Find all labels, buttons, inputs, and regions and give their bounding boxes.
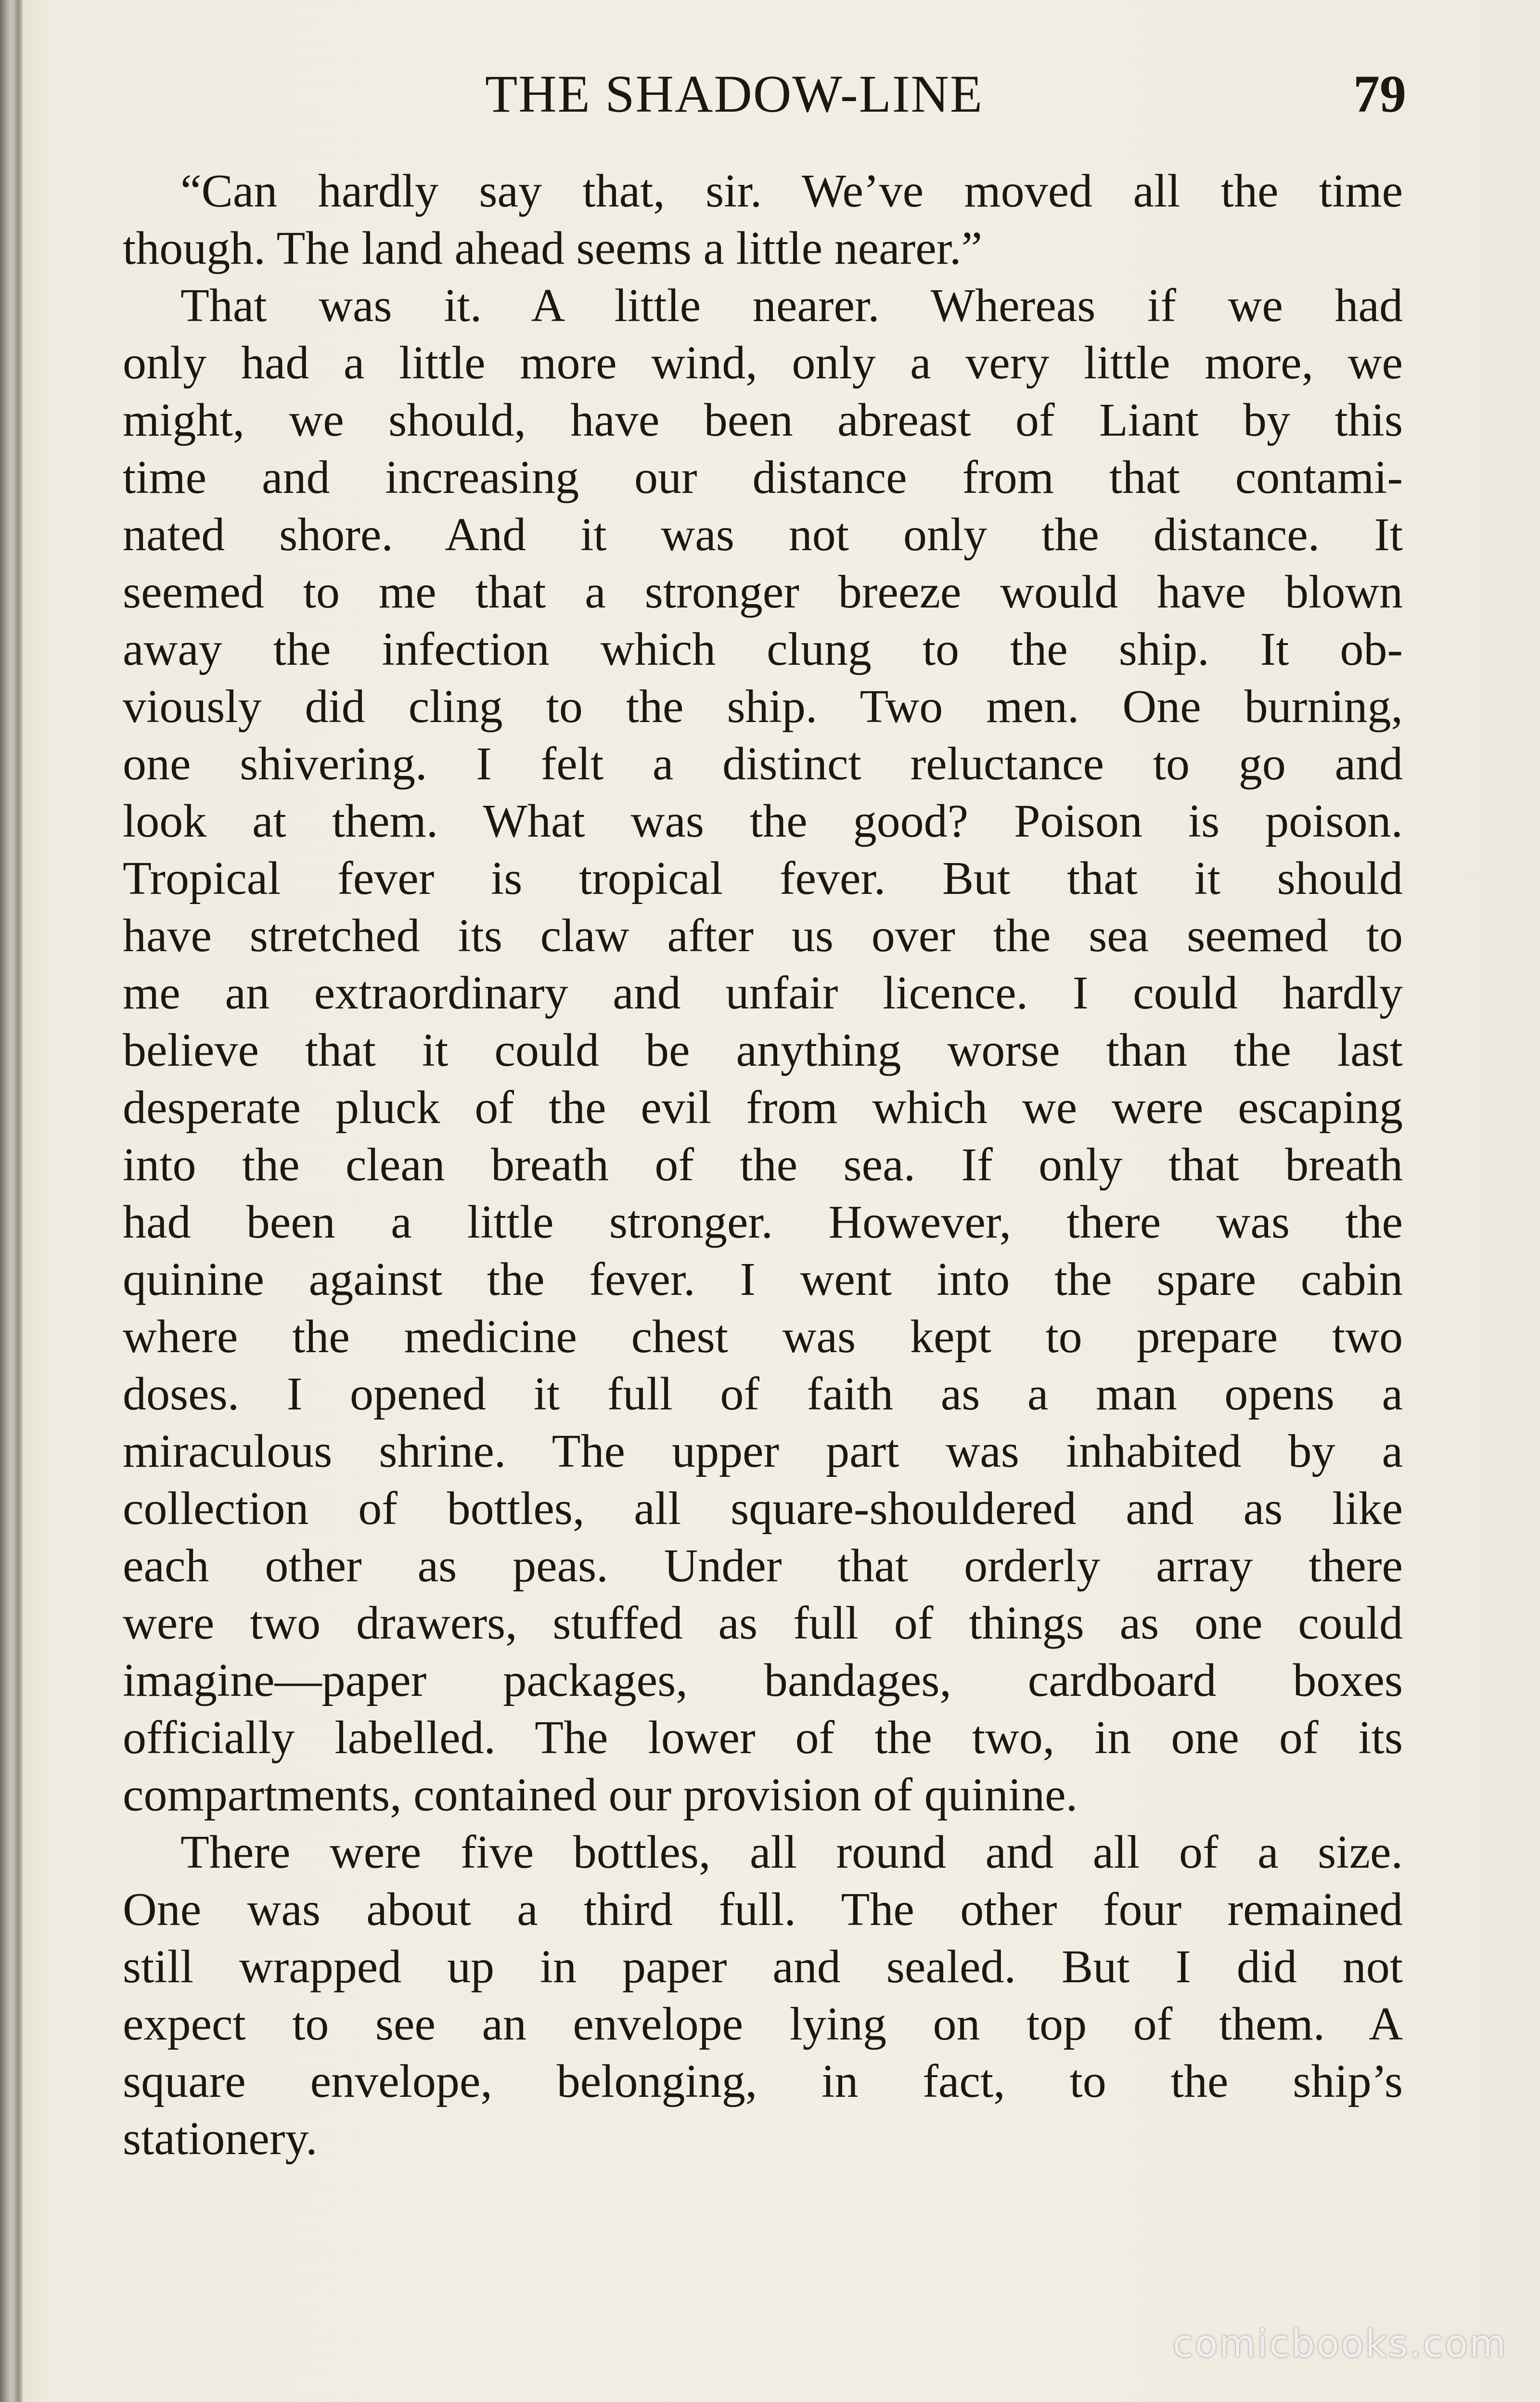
text-line: though. The land ahead seems a little nearer.” xyxy=(123,222,983,274)
text-line: look at them. What was the good? Poison is poison. xyxy=(123,795,1403,847)
text-line: One was about a third full. The other four remained xyxy=(123,1884,1403,1936)
text-line: away the infection which clung to the ship. It ob- xyxy=(123,623,1403,675)
text-line: expect to see an envelope lying on top of them. A xyxy=(123,1998,1403,2050)
text-line: That was it. A little nearer. Whereas if we had xyxy=(180,280,1403,332)
text-line: “Can hardly say that, sir. We’ve moved all the time xyxy=(180,165,1403,217)
text-line: one shivering. I felt a distinct reluctance to go and xyxy=(123,738,1403,790)
text-line: officially labelled. The lower of the two, in one of its xyxy=(123,1712,1403,1764)
text-line: nated shore. And it was not only the distance. It xyxy=(123,509,1403,561)
text-line: Tropical fever is tropical fever. But that it should xyxy=(123,852,1403,904)
text-line: quinine against the fever. I went into the spare cabin xyxy=(123,1253,1403,1305)
text-line: seemed to me that a stronger breeze would have blown xyxy=(123,566,1403,618)
text-line: doses. I opened it full of faith as a man opens a xyxy=(123,1368,1403,1420)
text-line: each other as peas. Under that orderly array there xyxy=(123,1540,1403,1592)
text-line: time and increasing our distance from that contami- xyxy=(123,452,1403,504)
text-line: viously did cling to the ship. Two men. One burning, xyxy=(123,681,1403,733)
text-line: where the medicine chest was kept to prepare two xyxy=(123,1311,1403,1363)
text-line: were two drawers, stuffed as full of things as one could xyxy=(123,1597,1403,1649)
text-line: collection of bottles, all square-shouldered and as like xyxy=(123,1483,1403,1535)
text-line: believe that it could be anything worse than the last xyxy=(123,1024,1403,1076)
text-line: only had a little more wind, only a very little more, we xyxy=(123,337,1403,389)
body-text xyxy=(123,163,1403,2168)
text-line: have stretched its claw after us over the sea seemed to xyxy=(123,910,1403,962)
text-line: had been a little stronger. However, there was the xyxy=(123,1196,1403,1248)
site-watermark: comicbooks.com xyxy=(1172,2323,1507,2366)
text-line: still wrapped up in paper and sealed. But I did not xyxy=(123,1941,1403,1993)
text-line: square envelope, belonging, in fact, to the ship’s xyxy=(123,2055,1403,2107)
book-spine-edge xyxy=(0,0,23,2402)
text-line: imagine—paper packages, bandages, cardboard boxes xyxy=(123,1654,1403,1706)
page-number: 79 xyxy=(1353,65,1406,123)
text-line: compartments, contained our provision of quinine. xyxy=(123,1769,1078,1821)
text-line: desperate pluck of the evil from which we were escaping xyxy=(123,1082,1403,1134)
text-line: into the clean breath of the sea. If only that breath xyxy=(123,1139,1403,1191)
text-line: might, we should, have been abreast of Liant by this xyxy=(123,394,1403,446)
text-line: me an extraordinary and unfair licence. I could hardly xyxy=(123,967,1403,1019)
text-line: There were five bottles, all round and all of a size. xyxy=(180,1826,1403,1878)
text-line: stationery. xyxy=(123,2113,318,2165)
running-title: THE SHADOW-LINE xyxy=(485,65,984,123)
text-line: miraculous shrine. The upper part was inhabited by a xyxy=(123,1425,1403,1477)
